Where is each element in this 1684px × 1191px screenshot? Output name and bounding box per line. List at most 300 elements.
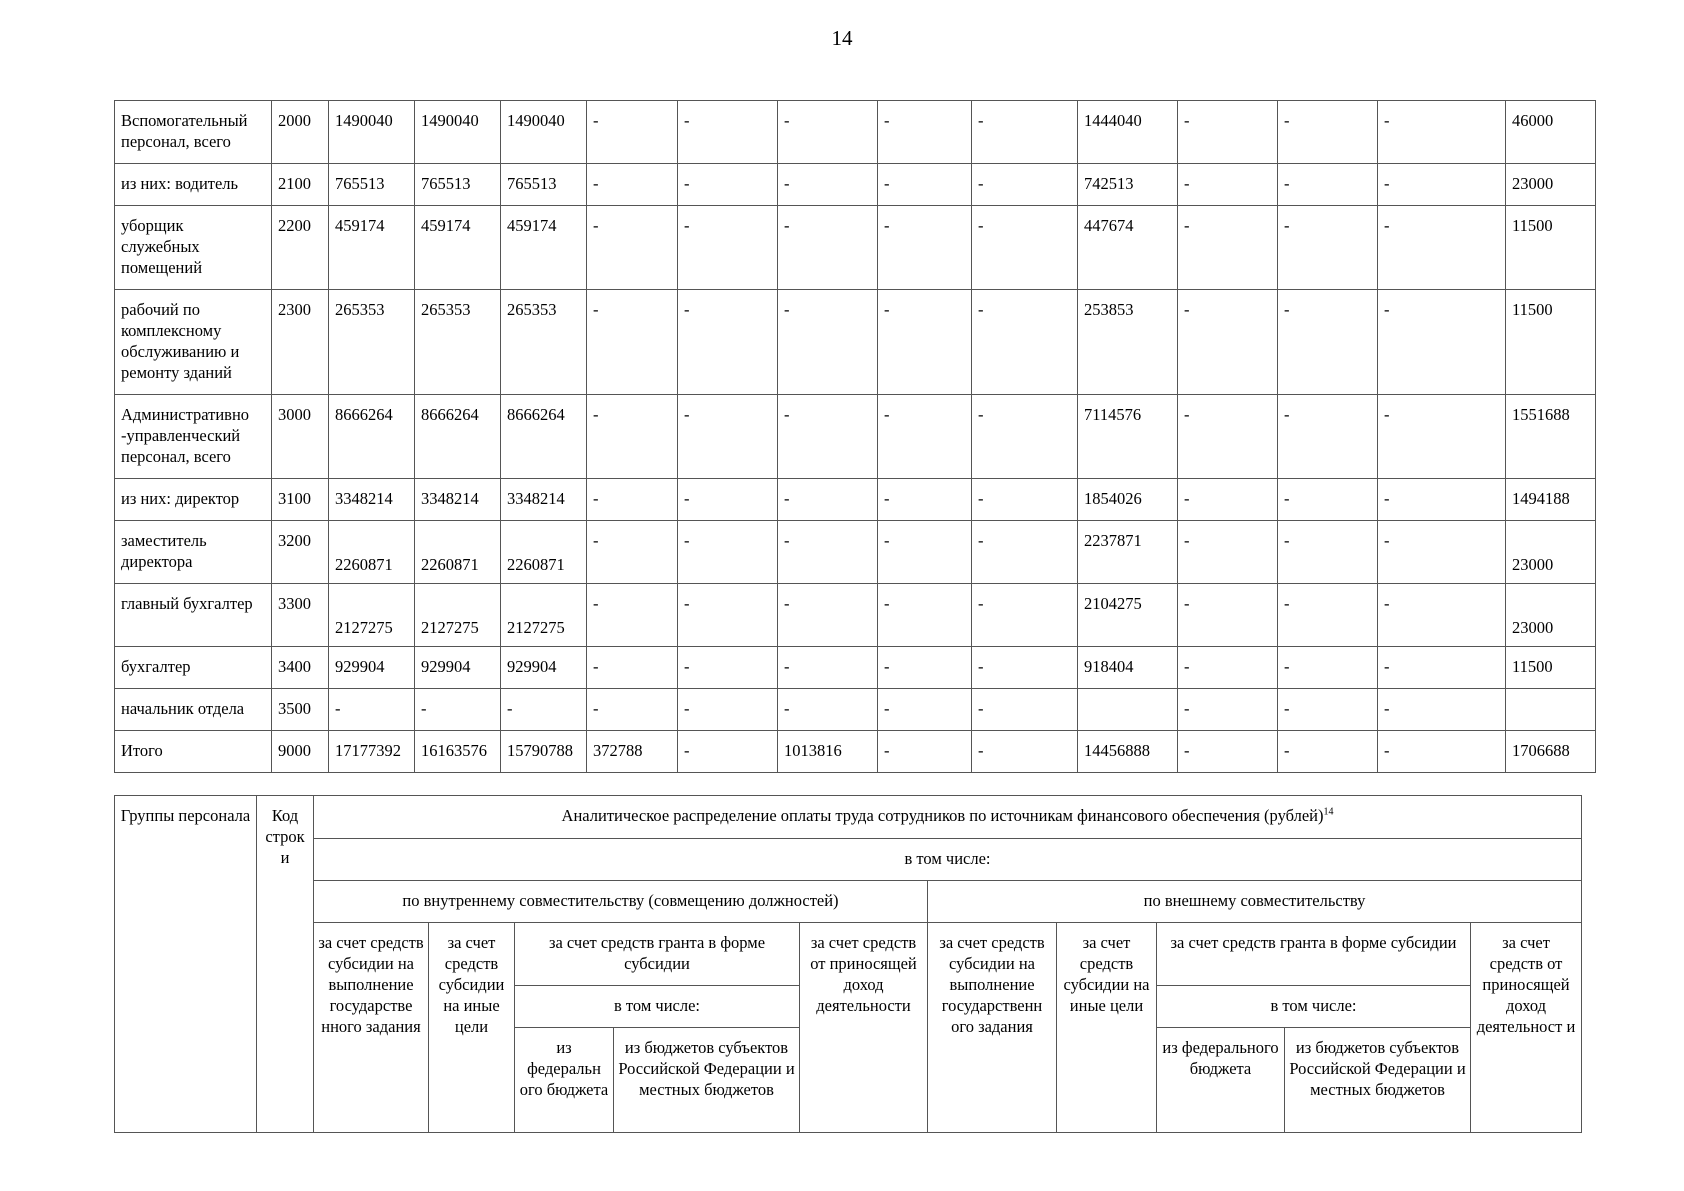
amount-value: 1490040	[421, 111, 479, 130]
amount-cell	[1078, 647, 1178, 689]
amount-cell	[1506, 479, 1596, 521]
amount-cell	[415, 101, 501, 164]
table-row	[115, 731, 1596, 773]
amount-cell	[415, 395, 501, 479]
amount-cell	[329, 731, 415, 773]
amount-cell	[1378, 101, 1506, 164]
amount-cell	[778, 584, 878, 647]
amount-value: -	[684, 111, 690, 130]
amount-value: -	[593, 300, 599, 319]
amount-cell	[1278, 521, 1378, 584]
amount-value: -	[593, 111, 599, 130]
amount-value: 1706688	[1512, 741, 1570, 760]
amount-cell	[587, 584, 678, 647]
amount-value: -	[1184, 594, 1190, 613]
amount-value: -	[1184, 531, 1190, 550]
row-code-value: 3100	[278, 489, 311, 508]
amount-cell	[1378, 290, 1506, 395]
amount-value: -	[1384, 216, 1390, 235]
amount-cell	[1506, 290, 1596, 395]
amount-cell	[329, 584, 415, 647]
amount-value: 1013816	[784, 741, 842, 760]
amount-value: -	[784, 594, 790, 613]
amount-cell	[678, 164, 778, 206]
amount-cell	[1278, 290, 1378, 395]
amount-value: 918404	[1084, 657, 1134, 676]
amount-value: -	[1284, 699, 1290, 718]
row-code-value: 3300	[278, 594, 311, 613]
amount-value: -	[978, 216, 984, 235]
amount-cell	[329, 101, 415, 164]
row-code-value: 2200	[278, 216, 311, 235]
row-code-value: 3000	[278, 405, 311, 424]
amount-cell	[501, 101, 587, 164]
amount-cell	[972, 395, 1078, 479]
amount-value: -	[884, 300, 890, 319]
amount-value: -	[1284, 300, 1290, 319]
amount-cell	[678, 731, 778, 773]
amount-cell	[878, 521, 972, 584]
staff-group-cell	[115, 206, 272, 290]
internal-grant-regional-header: из бюджетов субъектов Российской Федерации и местных бюджетов	[614, 1028, 800, 1133]
amount-cell	[878, 479, 972, 521]
table-row	[115, 290, 1596, 395]
amount-value: -	[1184, 657, 1190, 676]
amount-cell	[1178, 689, 1278, 731]
row-code-value: 9000	[278, 741, 311, 760]
staff-group-label: начальник отдела	[121, 699, 245, 718]
amount-cell	[1278, 647, 1378, 689]
staff-group-cell	[115, 164, 272, 206]
amount-value: -	[1184, 699, 1190, 718]
row-code-value: 2300	[278, 300, 311, 319]
amount-value: 2127275	[507, 618, 565, 637]
amount-value: -	[784, 531, 790, 550]
amount-cell	[678, 689, 778, 731]
staff-salary-table	[114, 100, 1596, 773]
amount-cell	[1178, 521, 1278, 584]
amount-cell	[501, 290, 587, 395]
amount-cell	[1278, 206, 1378, 290]
internal-grant-including-header: в том числе:	[515, 986, 800, 1028]
amount-cell	[501, 584, 587, 647]
including-header: в том числе:	[314, 839, 1582, 881]
amount-cell	[972, 164, 1078, 206]
amount-cell	[1078, 731, 1178, 773]
amount-value: -	[784, 111, 790, 130]
amount-value: 17177392	[335, 741, 401, 760]
amount-cell	[1278, 689, 1378, 731]
amount-value: 3348214	[421, 489, 479, 508]
amount-cell	[1506, 521, 1596, 584]
amount-cell	[1078, 521, 1178, 584]
amount-value: -	[1284, 111, 1290, 130]
amount-value: -	[784, 489, 790, 508]
amount-value: 46000	[1512, 111, 1554, 130]
amount-value: -	[978, 174, 984, 193]
amount-cell	[1178, 647, 1278, 689]
amount-cell	[415, 689, 501, 731]
amount-cell	[501, 164, 587, 206]
amount-cell	[1078, 395, 1178, 479]
amount-cell	[1378, 647, 1506, 689]
amount-value: -	[1384, 174, 1390, 193]
row-code-cell	[272, 479, 329, 521]
table-row	[115, 206, 1596, 290]
amount-value: 8666264	[507, 405, 565, 424]
amount-value: 447674	[1084, 216, 1134, 235]
amount-value: -	[684, 489, 690, 508]
amount-value: -	[684, 174, 690, 193]
staff-group-cell	[115, 479, 272, 521]
amount-cell	[678, 521, 778, 584]
table-row	[115, 647, 1596, 689]
amount-cell	[972, 731, 1078, 773]
amount-cell	[778, 290, 878, 395]
internal-income-header: за счет средств от приносящей доход деятельности	[800, 923, 928, 1133]
amount-cell	[501, 647, 587, 689]
amount-value: -	[593, 699, 599, 718]
amount-cell	[678, 206, 778, 290]
staff-group-cell	[115, 290, 272, 395]
amount-value: 2237871	[1084, 531, 1142, 550]
amount-value: -	[884, 699, 890, 718]
amount-cell	[1078, 584, 1178, 647]
amount-value: 11500	[1512, 657, 1553, 676]
amount-value: 16163576	[421, 741, 487, 760]
row-code-cell	[272, 647, 329, 689]
amount-value: 459174	[507, 216, 557, 235]
external-state-subsidy-header: за счет средств субсидии на выполнение государственн ого задания	[928, 923, 1057, 1133]
groups-header: Группы персонала	[115, 796, 257, 1133]
amount-cell	[1278, 584, 1378, 647]
staff-group-label: бухгалтер	[121, 657, 191, 676]
amount-value: 23000	[1512, 174, 1554, 193]
amount-value: -	[1284, 174, 1290, 193]
amount-cell	[1506, 164, 1596, 206]
amount-cell	[678, 479, 778, 521]
amount-cell	[972, 521, 1078, 584]
amount-value: 14456888	[1084, 741, 1150, 760]
staff-group-cell	[115, 395, 272, 479]
amount-cell	[415, 206, 501, 290]
amount-cell	[1506, 584, 1596, 647]
amount-cell	[1178, 731, 1278, 773]
amount-cell	[415, 731, 501, 773]
amount-cell	[1506, 206, 1596, 290]
amount-cell	[678, 395, 778, 479]
amount-value: -	[1384, 111, 1390, 130]
amount-cell	[878, 584, 972, 647]
staff-group-label: Итого	[121, 741, 163, 760]
amount-cell	[1278, 479, 1378, 521]
amount-cell	[778, 689, 878, 731]
staff-group-label: уборщик служебных помещений	[121, 216, 203, 277]
amount-cell	[1506, 731, 1596, 773]
amount-value: 1444040	[1084, 111, 1142, 130]
amount-value: -	[1384, 531, 1390, 550]
amount-value: 2127275	[335, 618, 393, 637]
amount-value: 3348214	[335, 489, 393, 508]
amount-value: 765513	[335, 174, 385, 193]
amount-value: -	[1384, 300, 1390, 319]
amount-cell	[778, 731, 878, 773]
amount-cell	[778, 647, 878, 689]
amount-cell	[415, 290, 501, 395]
external-combination-header: по внешнему совместительству	[928, 881, 1582, 923]
amount-value: -	[884, 531, 890, 550]
staff-group-label: Вспомогательный персонал, всего	[121, 111, 248, 151]
internal-grant-federal-header: из федеральн ого бюджета	[515, 1028, 614, 1133]
amount-value: -	[1384, 405, 1390, 424]
amount-cell	[329, 290, 415, 395]
code-header: Код строк и	[257, 796, 314, 1133]
amount-cell	[878, 647, 972, 689]
amount-value: 11500	[1512, 216, 1553, 235]
amount-cell	[878, 290, 972, 395]
amount-value: 3348214	[507, 489, 565, 508]
amount-cell	[778, 206, 878, 290]
amount-value: 1490040	[507, 111, 565, 130]
amount-cell	[587, 206, 678, 290]
staff-group-label: из них: директор	[121, 489, 240, 508]
amount-value: -	[1384, 594, 1390, 613]
amount-value: -	[684, 657, 690, 676]
amount-value: -	[1284, 531, 1290, 550]
amount-value: -	[1184, 174, 1190, 193]
distribution-header-table	[114, 795, 1582, 1133]
amount-value: -	[784, 405, 790, 424]
amount-cell	[587, 689, 678, 731]
amount-cell	[587, 290, 678, 395]
staff-group-cell	[115, 521, 272, 584]
external-grant-regional-header: из бюджетов субъектов Российской Федерации и местных бюджетов	[1285, 1028, 1471, 1133]
amount-value: 2127275	[421, 618, 479, 637]
amount-cell	[501, 521, 587, 584]
amount-cell	[415, 647, 501, 689]
amount-cell	[1378, 395, 1506, 479]
amount-cell	[329, 395, 415, 479]
row-code-cell	[272, 731, 329, 773]
amount-value: -	[1384, 699, 1390, 718]
amount-value: 15790788	[507, 741, 573, 760]
table-row	[115, 479, 1596, 521]
amount-value: -	[784, 300, 790, 319]
amount-value: -	[1284, 594, 1290, 613]
amount-value: 1494188	[1512, 489, 1570, 508]
row-code-cell	[272, 290, 329, 395]
internal-state-subsidy-header: за счет средств субсидии на выполнение государстве нного задания	[314, 923, 429, 1133]
amount-value: -	[1284, 741, 1290, 760]
amount-cell	[1378, 521, 1506, 584]
staff-group-label: заместитель директора	[121, 531, 207, 571]
amount-value: -	[784, 174, 790, 193]
amount-value: -	[684, 300, 690, 319]
amount-value: -	[1184, 111, 1190, 130]
amount-value: 11500	[1512, 300, 1553, 319]
amount-value: -	[593, 657, 599, 676]
amount-cell	[1078, 164, 1178, 206]
amount-value: 2260871	[335, 555, 393, 574]
amount-cell	[587, 731, 678, 773]
amount-value: 1490040	[335, 111, 393, 130]
amount-cell	[878, 395, 972, 479]
amount-cell	[878, 731, 972, 773]
amount-value: 929904	[335, 657, 385, 676]
amount-value: -	[507, 699, 513, 718]
amount-value: -	[684, 531, 690, 550]
amount-value: -	[1284, 216, 1290, 235]
table-row	[115, 395, 1596, 479]
external-grant-including-header: в том числе:	[1157, 986, 1471, 1028]
row-code-value: 2100	[278, 174, 311, 193]
amount-cell	[778, 521, 878, 584]
table-row	[115, 164, 1596, 206]
amount-cell	[329, 206, 415, 290]
staff-group-cell	[115, 689, 272, 731]
row-code-cell	[272, 584, 329, 647]
amount-cell	[415, 164, 501, 206]
amount-value: -	[1184, 405, 1190, 424]
amount-value: -	[1384, 741, 1390, 760]
amount-cell	[878, 206, 972, 290]
table-row	[115, 584, 1596, 647]
staff-group-cell	[115, 584, 272, 647]
amount-cell	[778, 101, 878, 164]
footnote-ref: 14	[1323, 806, 1334, 818]
amount-value: -	[593, 594, 599, 613]
internal-grant-header: за счет средств гранта в форме субсидии	[515, 923, 800, 986]
amount-value: 265353	[421, 300, 471, 319]
amount-cell	[587, 395, 678, 479]
external-other-subsidy-header: за счет средств субсидии на иные цели	[1057, 923, 1157, 1133]
amount-value: -	[684, 405, 690, 424]
amount-value: 765513	[421, 174, 471, 193]
amount-value: -	[884, 174, 890, 193]
amount-value: -	[1384, 489, 1390, 508]
amount-value: -	[884, 741, 890, 760]
amount-cell	[501, 206, 587, 290]
amount-cell	[415, 521, 501, 584]
amount-cell	[587, 101, 678, 164]
amount-cell	[678, 584, 778, 647]
amount-value: 253853	[1084, 300, 1134, 319]
row-code-value: 3500	[278, 699, 311, 718]
amount-value: -	[335, 699, 341, 718]
amount-cell	[1278, 731, 1378, 773]
amount-value: 929904	[421, 657, 471, 676]
amount-value: -	[884, 216, 890, 235]
amount-value: -	[884, 594, 890, 613]
amount-cell	[1178, 206, 1278, 290]
amount-value: 265353	[335, 300, 385, 319]
table-row	[115, 101, 1596, 164]
amount-value: -	[1284, 657, 1290, 676]
amount-value: 23000	[1512, 555, 1554, 574]
amount-cell	[972, 206, 1078, 290]
row-code-cell	[272, 395, 329, 479]
staff-group-label: Административно -управленческий персонал, всего	[121, 405, 250, 466]
amount-cell	[329, 479, 415, 521]
page-number: 14	[831, 26, 853, 50]
amount-value: -	[684, 699, 690, 718]
amount-cell	[1378, 731, 1506, 773]
external-grant-header: за счет средств гранта в форме субсидии	[1157, 923, 1471, 986]
amount-value: -	[978, 657, 984, 676]
amount-cell	[587, 647, 678, 689]
table-row	[115, 521, 1596, 584]
amount-cell	[1078, 689, 1178, 731]
amount-value: -	[593, 489, 599, 508]
amount-value: -	[1184, 216, 1190, 235]
amount-value: -	[593, 174, 599, 193]
amount-cell	[329, 647, 415, 689]
amount-value: 2260871	[421, 555, 479, 574]
row-code-value: 3400	[278, 657, 311, 676]
row-code-cell	[272, 101, 329, 164]
amount-cell	[1178, 479, 1278, 521]
amount-cell	[1378, 164, 1506, 206]
amount-cell	[415, 584, 501, 647]
row-code-cell	[272, 206, 329, 290]
amount-cell	[1506, 395, 1596, 479]
amount-value: -	[784, 699, 790, 718]
external-grant-federal-header: из федерального бюджета	[1157, 1028, 1285, 1133]
amount-cell	[1506, 647, 1596, 689]
amount-value: -	[884, 405, 890, 424]
amount-cell	[972, 101, 1078, 164]
amount-value: 929904	[507, 657, 557, 676]
row-code-cell	[272, 164, 329, 206]
amount-cell	[778, 395, 878, 479]
amount-value: 8666264	[421, 405, 479, 424]
amount-value: -	[593, 405, 599, 424]
amount-cell	[587, 164, 678, 206]
amount-cell	[329, 689, 415, 731]
amount-cell	[878, 101, 972, 164]
amount-value: 2104275	[1084, 594, 1142, 613]
amount-value: -	[978, 489, 984, 508]
amount-value: -	[784, 216, 790, 235]
amount-value: -	[684, 594, 690, 613]
amount-value: 459174	[421, 216, 471, 235]
amount-value: -	[978, 111, 984, 130]
amount-value: 765513	[507, 174, 557, 193]
amount-value: -	[978, 405, 984, 424]
amount-value: 372788	[593, 741, 643, 760]
amount-cell	[501, 689, 587, 731]
staff-group-cell	[115, 647, 272, 689]
amount-value: -	[684, 216, 690, 235]
distribution-title: Аналитическое распределение оплаты труда сотрудников по источникам финансового обеспечения (рублей)$^{14}$	[314, 796, 1582, 839]
amount-value: -	[978, 699, 984, 718]
amount-cell	[1178, 101, 1278, 164]
amount-value: -	[1184, 300, 1190, 319]
amount-value: -	[684, 741, 690, 760]
amount-cell	[1378, 206, 1506, 290]
row-code-cell	[272, 689, 329, 731]
amount-cell	[972, 290, 1078, 395]
amount-value: 23000	[1512, 618, 1554, 637]
amount-cell	[1178, 395, 1278, 479]
amount-value: -	[884, 111, 890, 130]
internal-other-subsidy-header: за счет средств субсидии на иные цели	[429, 923, 515, 1133]
amount-cell	[972, 479, 1078, 521]
amount-value: 2260871	[507, 555, 565, 574]
amount-cell	[587, 521, 678, 584]
amount-cell	[501, 731, 587, 773]
amount-value: -	[1184, 741, 1190, 760]
